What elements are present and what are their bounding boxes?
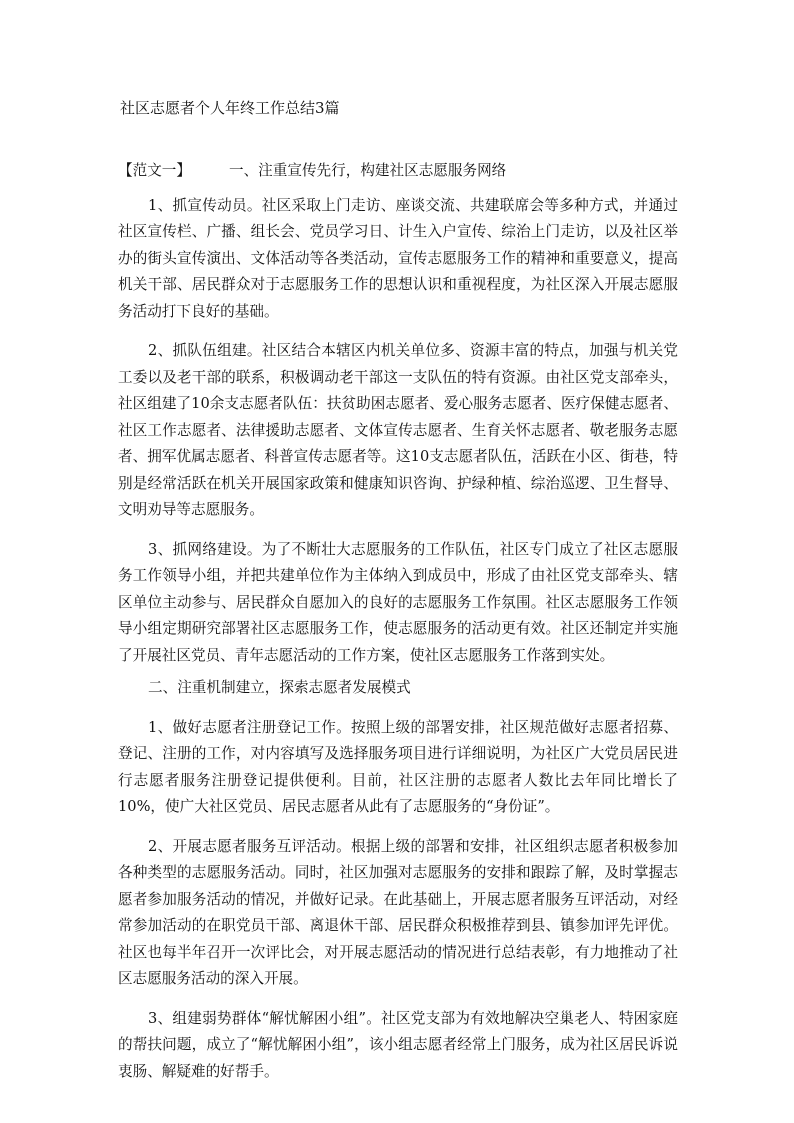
- section-heading-2: 二、注重机制建立，探索志愿者发展模式: [148, 679, 411, 696]
- section-heading-1: [118, 158, 678, 185]
- paragraph-team-building: 2、抓队伍组建。社区结合本辖区内机关单位多、资源丰富的特点，加强与机关党工委以及老干部的联系，积极调动老干部这一支队伍的特有资源。由社区党支部牵头，社区组建了10余支志愿者队伍：扶贫助困志愿者、爱心服务志愿者、医疗保健志愿者、社区工作志愿者、法律援助志愿者、文体宣传志愿者、生育关怀志愿者、敬老服务志愿者、拥军优属志愿者、科普宣传志愿者等。这10支志愿者队伍，活跃在小区、街巷，特别是经常活跃在机关开展国家政策和健康知识咨询、护绿种植、综治巡逻、卫生督导、文明劝导等志愿服务。: [118, 342, 678, 518]
- paragraph-publicity: 1、抓宣传动员。社区采取上门走访、座谈交流、共建联席会等多种方式，并通过社区宣传栏、广播、组长会、党员学习日、计生入户宣传、综治上门走访，以及社区举办的街头宣传演出、文体活动等各类活动，宣传志愿服务工作的精神和重要意义，提高机关干部、居民群众对于志愿服务工作的思想认识和重视程度，为社区深入开展志愿服务活动打下良好的基础。: [118, 196, 678, 320]
- document-body: [118, 158, 678, 1085]
- paragraph-network: 3、抓网络建设。为了不断壮大志愿服务的工作队伍，社区专门成立了社区志愿服务工作领导小组，并把共建单位作为主体纳入到成员中，形成了由社区党支部牵头、辖区单位主动参与、居民群众自愿加入的良好的志愿服务工作氛围。社区志愿服务工作领导小组定期研究部署社区志愿服务工作，使志愿服务的活动更有效。社区还制定并实施了开展社区党员、青年志愿活动的工作方案，使社区志愿服务工作落到实处。: [118, 540, 678, 664]
- document-title: 社区志愿者个人年终工作总结3篇: [120, 99, 340, 117]
- paragraph-mutual-evaluation: 2、开展志愿者服务互评活动。根据上级的部署和安排，社区组织志愿者积极参加各种类型的志愿服务活动。同时，社区加强对志愿服务的安排和跟踪了解，及时掌握志愿者参加服务活动的情况，并做好记录。在此基础上，开展志愿者服务互评活动，对经常参加活动的在职党员干部、离退休干部、居民群众积极推荐到县、镇参加评先评优。社区也每半年召开一次评比会，对开展志愿活动的情况进行总结表彰，有力地推动了社区志愿服务活动的深入开展。: [118, 837, 678, 987]
- paragraph-registration: 1、做好志愿者注册登记工作。按照上级的部署安排，社区规范做好志愿者招募、登记、注册的工作，对内容填写及选择服务项目进行详细说明，为社区广大党员居民进行志愿者服务注册登记提供便利。目前，社区注册的志愿者人数比去年同比增长了10%，使广大社区党员、居民志愿者从此有了志愿服务的“身份证”。: [118, 718, 678, 815]
- paragraph-support-group: 3、组建弱势群体“解忧解困小组”。社区党支部为有效地解决空巢老人、特困家庭的帮扶问题，成立了“解忧解困小组”，该小组志愿者经常上门服务，成为社区居民诉说衷肠、解疑难的好帮手。: [118, 1009, 678, 1080]
- heading-text-1: 一、注重宣传先行，构建社区志愿服务网络: [228, 162, 507, 179]
- section-tag: 【范文一】: [118, 162, 191, 179]
